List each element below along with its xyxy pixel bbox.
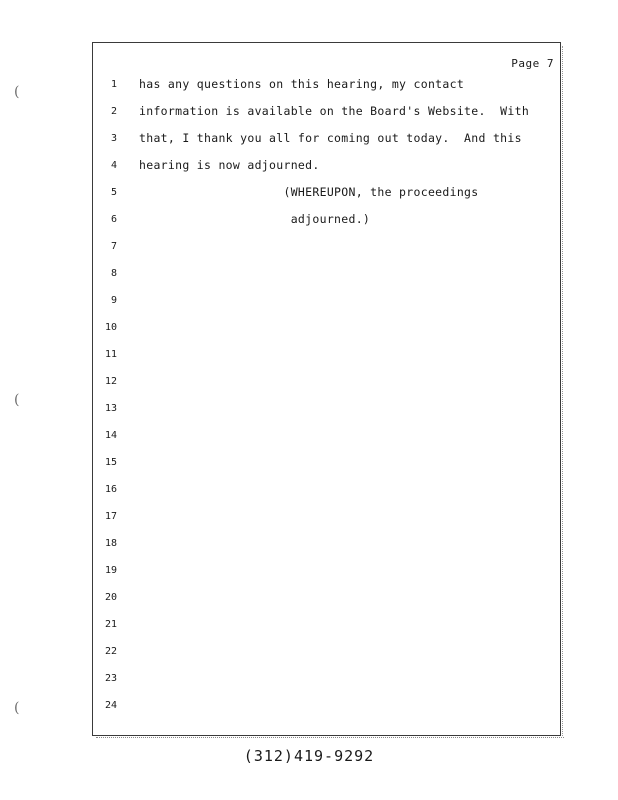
line-number: 17 [104,511,117,522]
transcript-line: information is available on the Board's Website. With [139,104,530,118]
line-number: 16 [104,484,117,495]
line-number: 22 [104,646,117,657]
transcript-line: adjourned.) [139,212,371,226]
line-number: 18 [104,538,117,549]
line-number: 1 [110,79,117,90]
line-number: 13 [104,403,117,414]
line-number: 24 [104,700,117,711]
line-number: 12 [104,376,117,387]
line-number: 14 [104,430,117,441]
page-edge-bottom [96,737,564,740]
line-number: 3 [110,133,117,144]
margin-mark: ( [14,700,20,716]
transcript-line: that, I thank you all for coming out today. And this [139,131,522,145]
line-number: 8 [110,268,117,279]
line-number: 9 [110,295,117,306]
transcript-page [92,42,561,736]
line-number: 2 [110,106,117,117]
line-number: 21 [104,619,117,630]
line-number: 15 [104,457,117,468]
page-number-label: Page 7 [511,57,554,70]
transcript-line: (WHEREUPON, the proceedings [139,185,479,199]
line-number: 4 [110,160,117,171]
line-number: 23 [104,673,117,684]
line-number: 11 [104,349,117,360]
page-edge-right [562,46,566,736]
line-number: 7 [110,241,117,252]
margin-mark: ( [14,84,20,100]
line-number: 20 [104,592,117,603]
margin-mark: ( [14,392,20,408]
line-number: 5 [110,187,117,198]
line-number: 10 [104,322,117,333]
line-number: 19 [104,565,117,576]
transcript-line: hearing is now adjourned. [139,158,320,172]
line-number: 6 [110,214,117,225]
footer-phone-number: (312)419-9292 [243,747,375,765]
transcript-line: has any questions on this hearing, my contact [139,77,465,91]
